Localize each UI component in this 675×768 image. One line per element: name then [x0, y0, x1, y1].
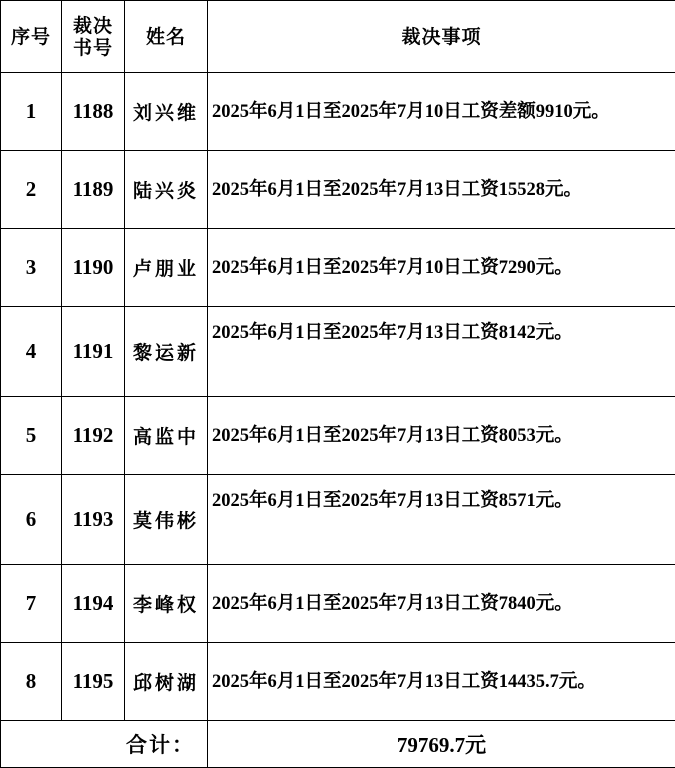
table-row — [1, 229, 675, 307]
row-ruling-no: 1189 — [62, 151, 125, 229]
row-name: 莫伟彬 — [125, 475, 208, 565]
row-name: 卢朋业 — [125, 229, 208, 307]
row-ruling-no: 1191 — [62, 307, 125, 397]
header-row — [1, 1, 675, 73]
row-name: 刘兴维 — [125, 73, 208, 151]
row-seq: 4 — [1, 307, 62, 397]
row-item: 2025年6月1日至2025年7月13日工资14435.7元。 — [208, 643, 675, 721]
total-value: 79769.7元 — [208, 721, 675, 768]
header-seq: 序号 — [1, 1, 62, 73]
header-ruling-no — [62, 1, 125, 73]
row-item: 2025年6月1日至2025年7月10日工资差额9910元。 — [208, 73, 675, 151]
row-ruling-no: 1188 — [62, 73, 125, 151]
table-row — [1, 643, 675, 721]
row-seq: 3 — [1, 229, 62, 307]
table-row — [1, 565, 675, 643]
total-row — [1, 721, 675, 768]
row-name: 黎运新 — [125, 307, 208, 397]
row-seq: 2 — [1, 151, 62, 229]
header-name: 姓名 — [125, 1, 208, 73]
table-row — [1, 151, 675, 229]
row-ruling-no: 1190 — [62, 229, 125, 307]
row-ruling-no: 1195 — [62, 643, 125, 721]
row-seq: 8 — [1, 643, 62, 721]
row-item: 2025年6月1日至2025年7月13日工资8053元。 — [208, 397, 675, 475]
table-row — [1, 397, 675, 475]
row-seq: 5 — [1, 397, 62, 475]
header-ruling-no-text: 裁决书号 — [70, 15, 116, 59]
row-seq: 1 — [1, 73, 62, 151]
row-ruling-no: 1192 — [62, 397, 125, 475]
row-item: 2025年6月1日至2025年7月10日工资7290元。 — [208, 229, 675, 307]
table-row — [1, 73, 675, 151]
row-name: 李峰权 — [125, 565, 208, 643]
row-item: 2025年6月1日至2025年7月13日工资15528元。 — [208, 151, 675, 229]
row-ruling-no: 1193 — [62, 475, 125, 565]
table-row — [1, 475, 675, 565]
row-name: 陆兴炎 — [125, 151, 208, 229]
row-name: 高监中 — [125, 397, 208, 475]
row-seq: 6 — [1, 475, 62, 565]
row-item: 2025年6月1日至2025年7月13日工资8571元。 — [208, 475, 675, 565]
row-seq: 7 — [1, 565, 62, 643]
row-item: 2025年6月1日至2025年7月13日工资7840元。 — [208, 565, 675, 643]
header-item: 裁决事项 — [208, 1, 675, 73]
row-ruling-no: 1194 — [62, 565, 125, 643]
table-row — [1, 307, 675, 397]
row-item: 2025年6月1日至2025年7月13日工资8142元。 — [208, 307, 675, 397]
total-label: 合计： — [1, 721, 208, 768]
row-name: 邱树湖 — [125, 643, 208, 721]
